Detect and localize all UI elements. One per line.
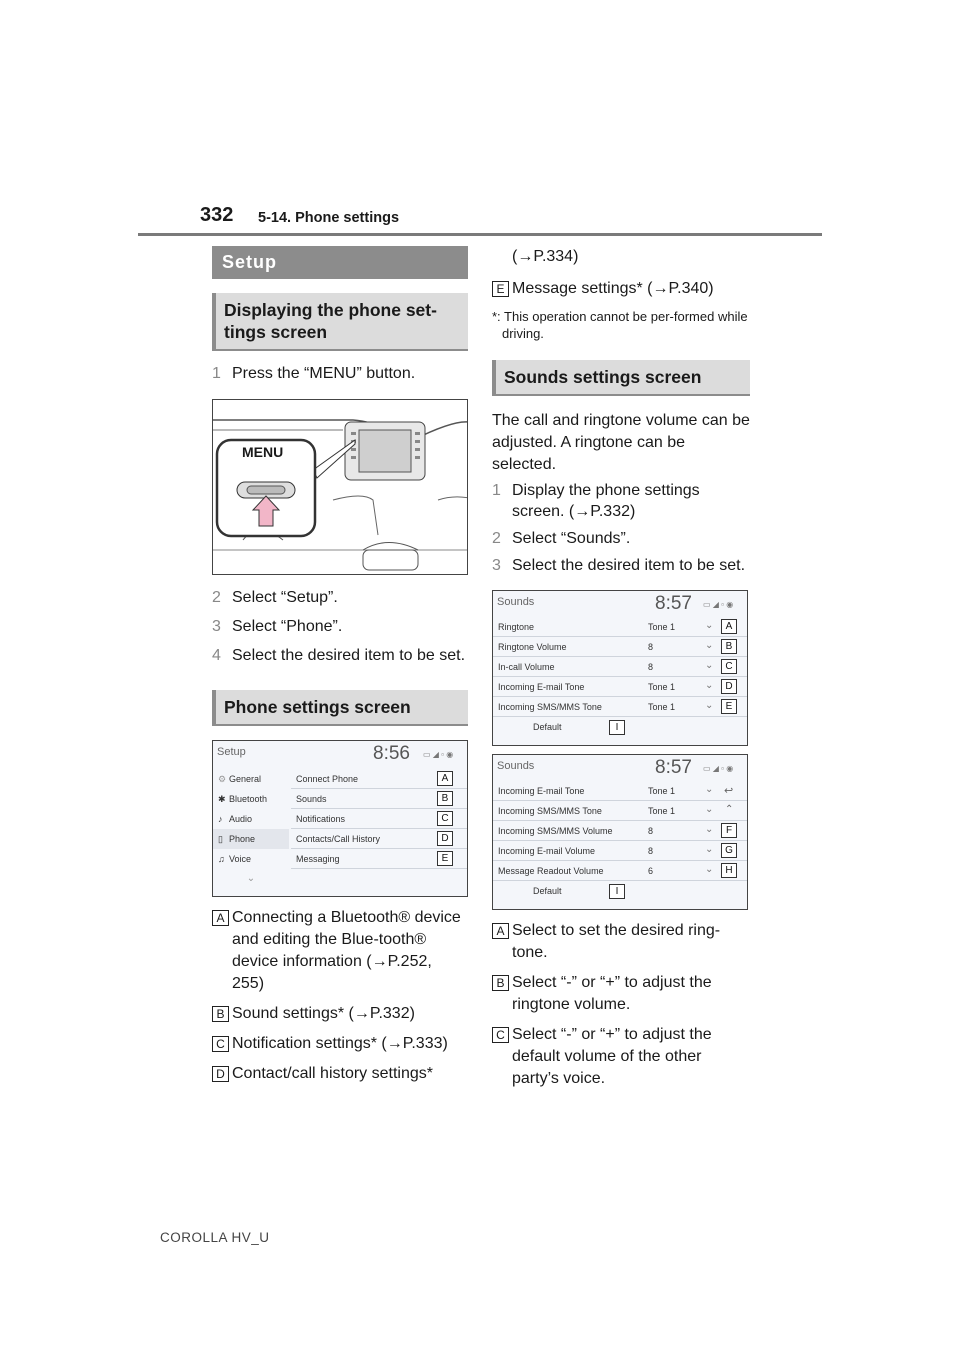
callout-badge: C (212, 1036, 229, 1052)
callout-badge: D (437, 831, 453, 846)
callout-badge: E (437, 851, 453, 866)
list-item[interactable]: Contacts/Call History D (291, 829, 467, 849)
setting-row[interactable]: Ringtone Volume 8 ⌄ B (493, 637, 747, 657)
setting-row[interactable]: Incoming E-mail Tone Tone 1 ⌄ ↩ (493, 781, 747, 801)
list-item[interactable]: Connect Phone A (291, 769, 467, 789)
setting-row[interactable]: Incoming SMS/MMS Tone Tone 1 ⌄ ⌃ (493, 801, 747, 821)
clock: 8:56 (373, 743, 410, 764)
item-text: Select “-” or “+” to adjust the default volume of the other party’s voice. (512, 1026, 712, 1087)
item-text: Contact/call history settings* (232, 1065, 433, 1082)
step-text: Display the phone settings screen. (→P.332) (512, 482, 700, 520)
step-text: Select “Setup”. (232, 589, 338, 606)
dashboard-illustration (213, 400, 468, 575)
sidebar-item-audio[interactable]: ♪ Audio (218, 814, 253, 824)
step-4 (212, 645, 468, 666)
sounds-item-c (492, 1024, 750, 1090)
chevron-down-icon: ⌄ (705, 784, 714, 795)
step-number: 1 (492, 482, 501, 499)
chevron-down-icon: ⌄ (705, 804, 714, 815)
callout-badge: D (212, 1066, 229, 1082)
sounds-item-a (492, 920, 750, 964)
page-number: 332 (200, 204, 234, 226)
default-button[interactable]: Default I (493, 881, 747, 902)
phone-settings-heading: Phone settings screen (212, 690, 468, 726)
list-item[interactable]: Notifications C (291, 809, 467, 829)
callout-badge: A (721, 619, 737, 634)
callout-badge: G (721, 843, 737, 858)
item-text: Select to set the desired ring-tone. (512, 922, 721, 961)
item-e (492, 278, 750, 300)
step-number: 2 (212, 589, 221, 606)
sidebar-item-bluetooth[interactable]: ✱ Bluetooth (218, 794, 268, 804)
dashboard-figure (212, 399, 468, 575)
clock: 8:57 (655, 757, 692, 778)
item-b (212, 1003, 468, 1025)
item-d (212, 1063, 468, 1085)
setting-row[interactable]: Incoming SMS/MMS Tone Tone 1 ⌄ E (493, 697, 747, 717)
setting-row[interactable]: Incoming E-mail Tone Tone 1 ⌄ D (493, 677, 747, 697)
setting-row[interactable]: In-call Volume 8 ⌄ C (493, 657, 747, 677)
callout-badge: C (721, 659, 737, 674)
callout-badge: B (721, 639, 737, 654)
sidebar-item-general[interactable]: ⚙ General (218, 774, 262, 784)
setup-list (291, 769, 467, 869)
callout-badge: C (492, 1027, 509, 1043)
step-number: 4 (212, 647, 221, 664)
item-text: Sound settings* (→P.332) (232, 1005, 415, 1022)
step-2 (212, 587, 468, 608)
sounds-item-b (492, 972, 750, 1016)
step-text: Select “Sounds”. (512, 530, 631, 547)
section-title: 5-14. Phone settings (258, 210, 400, 226)
screen-title: Sounds (497, 760, 535, 772)
step-number: 1 (212, 365, 221, 382)
back-icon[interactable]: ↩ (724, 785, 734, 797)
menu-button-label: MENU (242, 444, 284, 460)
callout-badge: E (492, 281, 509, 297)
sounds-step-3 (492, 555, 750, 576)
sounds-screen-1 (492, 590, 748, 746)
sidebar-item-phone[interactable]: ▯ Phone (213, 829, 289, 849)
setting-row[interactable]: Message Readout Volume 6 ⌄ H (493, 861, 747, 881)
item-text: Connecting a Bluetooth® device and editing the Blue-tooth® device information (→P.252, 255) (232, 909, 461, 992)
callout-badge: F (721, 823, 737, 838)
list-item[interactable]: Messaging E (291, 849, 467, 869)
chevron-down-icon: ⌄ (705, 640, 714, 651)
step-text: Select “Phone”. (232, 618, 343, 635)
step-text: Select the desired item to be set. (512, 557, 746, 574)
setup-heading: Setup (212, 246, 468, 279)
callout-badge: D (721, 679, 737, 694)
sounds-intro: The call and ringtone volume can be adjusted. A ringtone can be selected. (492, 412, 750, 473)
right-column (492, 246, 750, 1090)
callout-badge: B (212, 1006, 229, 1022)
callout-badge: E (721, 699, 737, 714)
callout-badge: A (492, 923, 509, 939)
status-icons: ▭ ◢ ▫ ◉ (423, 750, 454, 759)
callout-badge: A (437, 771, 453, 786)
setup-sidebar (213, 769, 289, 884)
callout-badge: H (721, 863, 737, 878)
sounds-screen-2 (492, 754, 748, 910)
item-text: Select “-” or “+” to adjust the ringtone volume. (512, 974, 712, 1013)
header-rule (138, 233, 822, 236)
scroll-up-icon[interactable]: ⌃ (725, 804, 734, 815)
sounds-heading: Sounds settings screen (492, 360, 750, 396)
step-text: Press the “MENU” button. (232, 365, 416, 382)
setting-row[interactable]: Ringtone Tone 1 ⌄ A (493, 617, 747, 637)
callout-badge: C (437, 811, 453, 826)
item-text: Message settings* (→P.340) (512, 280, 714, 297)
setting-row[interactable]: Incoming SMS/MMS Volume 8 ⌄ F (493, 821, 747, 841)
sounds-step-2 (492, 528, 750, 549)
step-3 (212, 616, 468, 637)
chevron-down-icon: ⌄ (705, 844, 714, 855)
callout-badge: I (609, 720, 625, 735)
item-c (212, 1033, 468, 1055)
chevron-down-icon: ⌄ (705, 620, 714, 631)
chevron-down-icon: ⌄ (705, 660, 714, 671)
sounds-step-1 (492, 480, 750, 522)
screen-title: Setup (217, 746, 246, 758)
chevron-down-icon[interactable]: ⌄ (246, 873, 256, 884)
chevron-down-icon: ⌄ (705, 864, 714, 875)
chevron-down-icon: ⌄ (705, 824, 714, 835)
step-number: 3 (492, 557, 501, 574)
setting-row[interactable]: Incoming E-mail Volume 8 ⌄ G (493, 841, 747, 861)
chevron-down-icon: ⌄ (705, 680, 714, 691)
clock: 8:57 (655, 593, 692, 614)
callout-badge: A (212, 910, 229, 926)
setup-screen (212, 740, 468, 897)
sidebar-item-voice[interactable]: ♫ Voice (218, 854, 252, 864)
callout-badge: B (492, 975, 509, 991)
list-item[interactable]: Sounds B (291, 789, 467, 809)
step-number: 3 (212, 618, 221, 635)
item-a (212, 907, 468, 995)
step-text: Select the desired item to be set. (232, 647, 466, 664)
display-heading: Displaying the phone set- tings screen (212, 293, 468, 351)
chevron-down-icon: ⌄ (705, 700, 714, 711)
status-icons: ▭ ◢ ▫ ◉ (703, 764, 734, 773)
left-column (212, 246, 468, 1085)
step-number: 2 (492, 530, 501, 547)
default-button[interactable]: Default I (493, 717, 747, 738)
callout-badge: B (437, 791, 453, 806)
step-1 (212, 363, 468, 384)
status-icons: ▭ ◢ ▫ ◉ (703, 600, 734, 609)
item-d-continued: (→P.334) (512, 248, 579, 265)
footer-model: COROLLA HV_U (160, 1230, 270, 1245)
item-text: Notification settings* (→P.333) (232, 1035, 448, 1052)
callout-badge: I (609, 884, 625, 899)
driving-note: *: This operation cannot be per-formed while driving. (492, 309, 748, 341)
screen-title: Sounds (497, 596, 535, 608)
